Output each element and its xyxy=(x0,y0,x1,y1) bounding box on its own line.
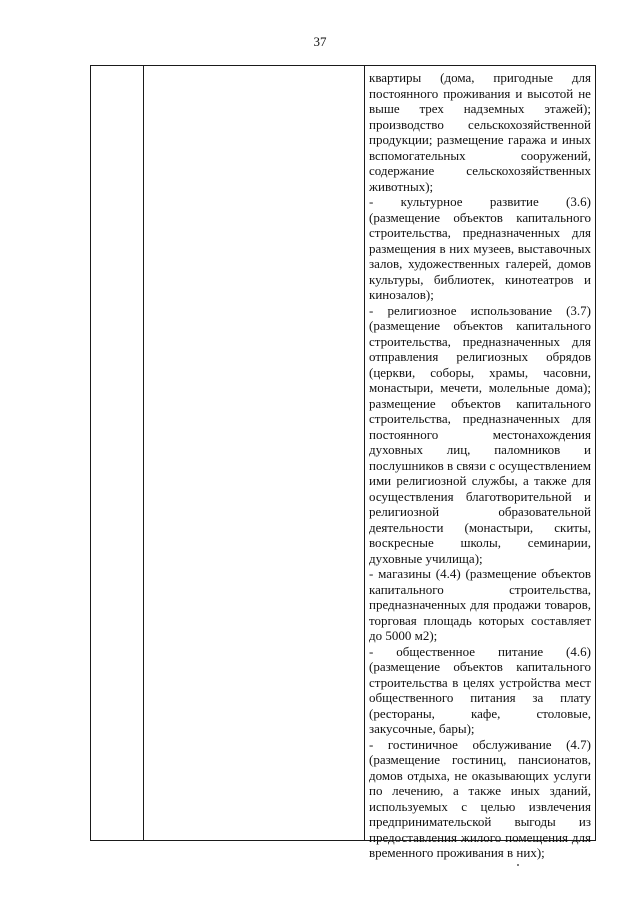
text-word: объектов xyxy=(453,659,503,674)
text-word: - xyxy=(369,643,374,659)
text-word: торговая xyxy=(369,612,417,628)
text-word: постоянного xyxy=(369,426,439,442)
text-word: для xyxy=(571,333,591,349)
text-line: временного проживания в них); xyxy=(369,845,545,860)
text-word: гостиничное xyxy=(387,736,458,752)
text-word: общественного xyxy=(369,690,454,705)
text-word: религиозных xyxy=(456,349,529,364)
text-line xyxy=(369,597,591,613)
text-word: которых xyxy=(478,612,525,628)
text-word: мечети, xyxy=(440,380,483,395)
text-word: целью xyxy=(480,798,516,814)
text-line xyxy=(369,520,591,536)
table-cell-text xyxy=(369,70,591,861)
text-line xyxy=(369,272,591,288)
text-line xyxy=(369,504,591,520)
text-word: магазины xyxy=(378,566,431,581)
text-word: (4.7) xyxy=(566,736,591,752)
text-word: питания xyxy=(470,690,516,705)
text-word: использование xyxy=(470,302,552,318)
text-word: и xyxy=(550,132,558,147)
text-word: галерей, xyxy=(505,256,552,271)
text-word: музеев, xyxy=(473,240,515,256)
text-word: (размещение xyxy=(369,209,441,225)
text-word: мест xyxy=(565,674,591,690)
text-line xyxy=(369,473,591,489)
text-line: закусочные, бары); xyxy=(369,721,475,736)
text-word: предпринимательской xyxy=(369,814,492,829)
text-word: гаража xyxy=(507,132,547,147)
text-line xyxy=(369,396,591,412)
text-word: связи xyxy=(456,457,487,473)
text-word: и xyxy=(584,488,591,504)
text-line xyxy=(369,380,591,396)
text-line: животных); xyxy=(369,178,434,194)
text-word: (3.6) xyxy=(566,194,591,209)
text-word: часовни, xyxy=(543,364,591,380)
text-word: вспомогательных xyxy=(369,147,466,163)
text-word: объектов xyxy=(541,566,591,581)
text-word: в xyxy=(452,674,459,690)
text-line xyxy=(369,706,591,722)
text-word: а xyxy=(453,783,459,798)
text-word: строительства, xyxy=(369,225,451,240)
text-word: предназначенных xyxy=(462,333,560,349)
text-word: отправления xyxy=(369,349,439,364)
text-word: квартиры xyxy=(369,70,422,85)
text-line xyxy=(369,163,591,179)
text-word: лиц, xyxy=(446,442,471,457)
text-word: (рестораны, xyxy=(369,705,435,721)
text-line xyxy=(369,675,591,691)
text-line: кинозалов); xyxy=(369,287,434,302)
text-word: осуществлением xyxy=(498,457,591,473)
text-word: службы, xyxy=(471,473,518,488)
text-word: воскресные xyxy=(369,535,434,550)
text-word: религиозной xyxy=(396,473,467,488)
text-word: капитального xyxy=(516,318,591,333)
text-word: образовательной xyxy=(498,504,591,519)
text-line xyxy=(369,427,591,443)
text-word: составляет xyxy=(531,612,591,628)
text-word: надземных xyxy=(463,101,525,116)
column-divider-second xyxy=(364,66,365,840)
text-line xyxy=(369,768,591,784)
text-word: кафе, xyxy=(471,705,501,721)
text-word: питание xyxy=(497,643,544,659)
text-line xyxy=(369,582,591,598)
text-word: дома); xyxy=(556,380,591,395)
text-line xyxy=(369,303,591,319)
text-line xyxy=(369,349,591,365)
text-word: используемых xyxy=(369,798,448,814)
text-word: предоставления xyxy=(369,829,457,845)
text-line xyxy=(369,814,591,830)
text-word: религиозной xyxy=(369,504,440,519)
text-line xyxy=(369,690,591,706)
text-word: иных xyxy=(510,783,540,798)
text-line xyxy=(369,737,591,753)
text-word: также xyxy=(468,783,501,798)
text-word: гостиниц, xyxy=(451,752,507,767)
text-word: них xyxy=(449,240,470,256)
text-line xyxy=(369,318,591,334)
text-word: - xyxy=(369,736,374,752)
text-word: (размещение xyxy=(369,318,441,333)
text-line xyxy=(369,442,591,458)
text-word: благотворительной xyxy=(465,488,572,504)
text-word: культуры, xyxy=(369,271,424,287)
text-word: объектов xyxy=(453,318,503,333)
text-word: также xyxy=(534,473,567,488)
text-word: духовных xyxy=(369,442,423,457)
text-word: иных xyxy=(561,132,591,147)
text-word: семинарии, xyxy=(527,535,591,550)
text-word: выше xyxy=(369,101,400,116)
text-word: предназначенных xyxy=(369,597,467,612)
text-line xyxy=(369,194,591,210)
text-word: строительства, xyxy=(369,411,451,426)
text-line xyxy=(369,830,591,846)
text-word: домов xyxy=(369,767,403,783)
text-word: объектов xyxy=(453,209,503,225)
table-frame xyxy=(90,65,596,860)
text-word: в xyxy=(446,457,454,473)
text-word: сооружений, xyxy=(520,147,591,163)
text-word: помещения xyxy=(505,829,569,845)
text-line xyxy=(369,644,591,660)
text-word: развитие xyxy=(489,194,539,209)
text-word: постоянного xyxy=(369,85,439,101)
text-word: производство xyxy=(369,116,444,132)
text-word: культурное xyxy=(400,194,463,209)
text-word: - xyxy=(369,302,374,318)
text-line xyxy=(369,411,591,427)
text-word: сельскохозяйственных xyxy=(466,163,591,178)
text-word: и xyxy=(584,442,591,457)
text-word: домов xyxy=(557,256,591,271)
text-word: выгоды xyxy=(514,814,556,829)
text-word: оказывающих xyxy=(471,767,549,783)
text-word: (дома, xyxy=(440,70,475,85)
text-line xyxy=(369,535,591,551)
text-word: монастыри, xyxy=(369,380,434,395)
text-word: соборы, xyxy=(430,364,475,380)
text-line xyxy=(369,458,591,474)
text-word: высотой xyxy=(527,85,574,101)
scan-speck xyxy=(517,864,519,866)
text-word: сельскохозяйственной xyxy=(468,116,591,132)
text-line: духовные училища); xyxy=(369,550,483,566)
text-word: школы, xyxy=(460,535,501,550)
text-word: деятельности xyxy=(369,519,444,535)
text-word: объектов xyxy=(451,395,501,411)
text-word: предназначенных xyxy=(462,411,560,426)
text-line xyxy=(369,101,591,117)
text-word: а xyxy=(523,473,529,488)
text-word: содержание xyxy=(369,163,435,178)
text-word: обрядов xyxy=(546,349,591,364)
text-word: осуществления xyxy=(369,488,454,504)
text-line xyxy=(369,132,591,148)
text-word: отдыха, xyxy=(407,767,450,783)
text-word: (4.4) xyxy=(435,566,461,581)
text-word: молельные xyxy=(488,380,550,395)
text-word: художественных xyxy=(408,256,500,271)
text-word: строительства, xyxy=(369,333,451,349)
text-line xyxy=(369,256,591,272)
text-line xyxy=(369,241,591,257)
text-word: капитального xyxy=(516,209,591,225)
text-word: из xyxy=(578,814,591,829)
text-word: пригодные xyxy=(493,70,553,85)
text-word: залов, xyxy=(369,256,403,271)
text-word: для xyxy=(571,829,591,845)
text-word: общественное xyxy=(396,643,476,659)
text-word: зданий, xyxy=(549,783,591,798)
text-word: целях xyxy=(462,674,495,690)
text-word: выставочных xyxy=(517,240,591,256)
text-word: местонахождения xyxy=(492,426,591,442)
text-line xyxy=(369,225,591,241)
text-word: (монастыри, xyxy=(464,519,534,535)
text-word: для xyxy=(470,597,490,612)
text-word: паломников xyxy=(494,442,561,457)
text-word: капитального xyxy=(516,395,591,411)
text-word: не xyxy=(454,767,468,783)
text-word: размещение xyxy=(369,395,436,411)
text-word: этажей); xyxy=(544,101,591,116)
text-line xyxy=(369,799,591,815)
text-word: размещения xyxy=(369,240,436,256)
text-word: (размещение xyxy=(369,752,441,767)
text-line xyxy=(369,117,591,133)
text-line xyxy=(369,210,591,226)
text-word: для xyxy=(571,411,591,426)
text-line xyxy=(369,489,591,505)
text-word: услуги xyxy=(553,767,591,783)
text-word: (церкви, xyxy=(369,364,416,380)
text-word: библиотек, xyxy=(433,271,495,287)
text-word: с xyxy=(461,798,468,814)
text-word: религиозное xyxy=(387,302,457,318)
text-word: по xyxy=(369,783,383,798)
text-line xyxy=(369,334,591,350)
text-word: и xyxy=(584,271,591,287)
text-word: строительства, xyxy=(509,581,591,597)
text-word: (4.6) xyxy=(566,643,591,659)
text-word: извлечения xyxy=(528,798,591,814)
text-line xyxy=(369,365,591,381)
text-word: капитального xyxy=(516,659,591,674)
text-word: (3.7) xyxy=(566,302,591,318)
text-word: храмы, xyxy=(489,364,529,380)
text-word: обслуживание xyxy=(472,736,552,752)
text-word: - xyxy=(369,194,374,209)
text-word: с xyxy=(489,457,496,473)
text-word: в xyxy=(439,240,446,256)
text-word: пансионатов, xyxy=(518,752,591,767)
text-word: жилого xyxy=(460,829,502,845)
text-word: для xyxy=(571,225,591,240)
text-word: кинотеатров xyxy=(504,271,574,287)
text-line: до 5000 м2); xyxy=(369,628,438,643)
text-word: товаров, xyxy=(544,597,591,612)
text-line xyxy=(369,613,591,629)
text-word: предназначенных xyxy=(462,225,560,240)
text-word: строительства xyxy=(369,674,448,690)
text-word: послушников xyxy=(369,457,444,473)
text-word: лечению, xyxy=(392,783,444,798)
text-word: проживания xyxy=(443,85,511,101)
text-line xyxy=(369,566,591,582)
text-line xyxy=(369,148,591,164)
text-word: капитального xyxy=(369,581,444,597)
text-word: трех xyxy=(419,101,444,116)
text-word: продукции; xyxy=(369,132,433,147)
text-word: для xyxy=(571,473,591,488)
text-word: (размещение xyxy=(465,566,537,581)
text-word: - xyxy=(369,566,374,581)
text-word: размещение xyxy=(436,132,504,147)
text-word: не xyxy=(578,85,591,101)
text-word: ими xyxy=(369,473,392,488)
text-word: продажи xyxy=(493,597,541,612)
text-word: для xyxy=(571,70,591,85)
text-word: столовые, xyxy=(536,705,591,721)
text-word: (размещение xyxy=(369,659,441,674)
text-word: за xyxy=(532,690,544,705)
text-line xyxy=(369,783,591,799)
text-word: плату xyxy=(560,690,591,705)
text-line xyxy=(369,752,591,768)
column-divider-first xyxy=(143,66,144,840)
text-word: скиты, xyxy=(554,519,591,535)
text-word: устройства xyxy=(499,674,561,690)
text-word: и xyxy=(515,85,523,101)
page-number: 37 xyxy=(313,34,327,49)
text-line xyxy=(369,70,591,86)
text-word: площадь xyxy=(423,612,472,628)
text-line xyxy=(369,659,591,675)
text-line xyxy=(369,86,591,102)
